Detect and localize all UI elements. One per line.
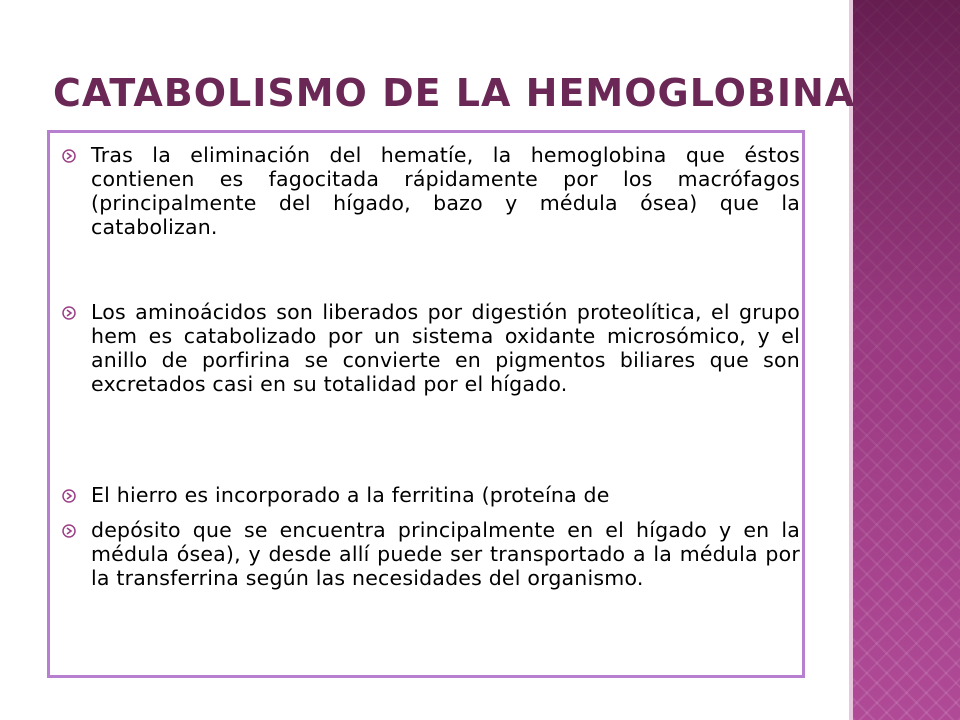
paragraph-text: Tras la eliminación del hematíe, la hemoglobina que éstos contienen es fagocitada rápidamente por los macrófagos (principalmente del hígado, bazo y médula ósea) que la catabolizan. — [91, 143, 800, 239]
bullet-paragraph-1 — [62, 143, 800, 239]
paragraph-text: El hierro es incorporado a la ferritina (proteína de — [91, 483, 610, 507]
bullet-icon — [62, 300, 91, 320]
bullet-paragraph-2 — [62, 300, 800, 396]
content-box — [47, 130, 805, 678]
paragraph-text: Los aminoácidos son liberados por digestión proteolítica, el grupo hem es catabolizado por un sistema oxidante microsómico, y el anillo de porfirina se convierte en pigmentos biliares que son excretados casi en su totalidad por el hígado. — [91, 300, 800, 396]
decorative-side-band — [853, 0, 960, 720]
bullet-icon — [62, 483, 91, 503]
slide-title: CATABOLISMO DE LA HEMOGLOBINA — [53, 71, 856, 115]
paragraph-text: depósito que se encuentra principalmente en el hígado y en la médula ósea), y desde allí puede ser transportado a la médula por la transferrina según las necesidades del organismo. — [91, 518, 800, 590]
bullet-paragraph-4 — [62, 518, 800, 590]
bullet-icon — [62, 143, 91, 163]
bullet-icon — [62, 518, 91, 538]
bullet-paragraph-3 — [62, 483, 800, 507]
